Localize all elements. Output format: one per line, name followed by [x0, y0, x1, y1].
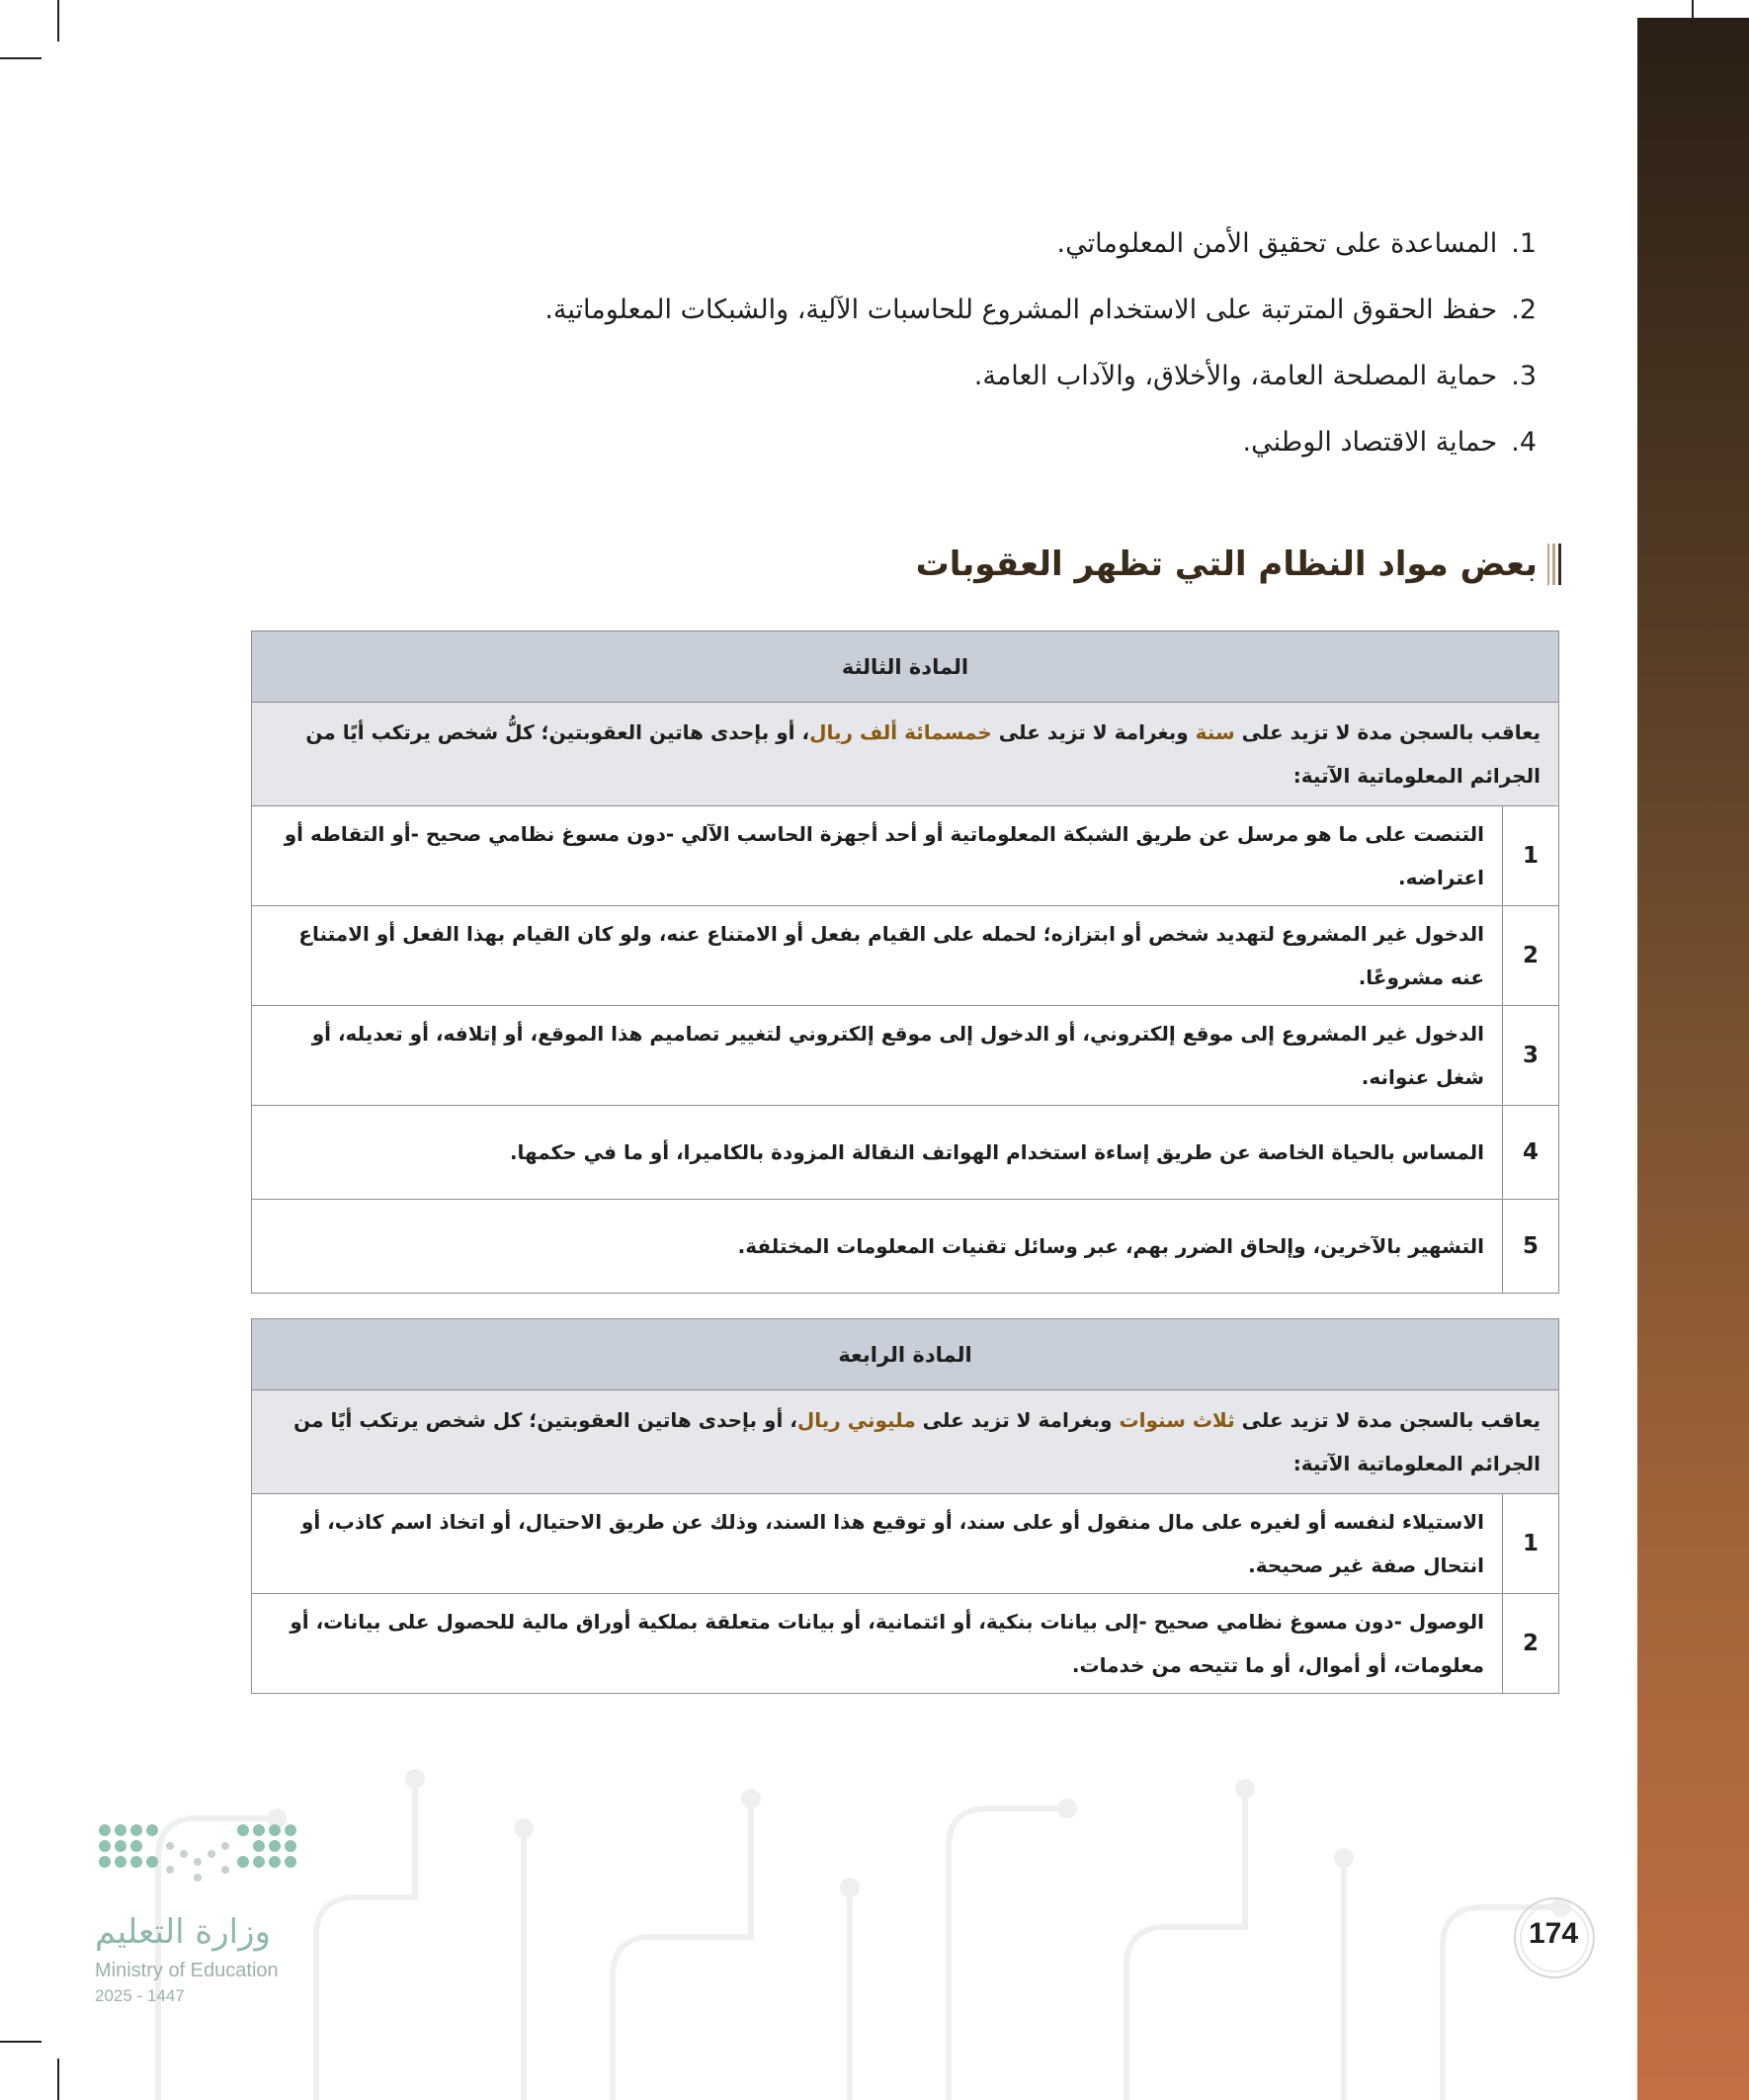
row-number: 1: [1503, 806, 1559, 906]
table-row: [252, 906, 1559, 1006]
goals-list: [544, 210, 1537, 475]
article-table: [251, 630, 1559, 1294]
row-text: الوصول -دون مسوغ نظامي صحيح -إلى بيانات بنكية، أو ائتمانية، أو بيانات متعلقة بملكية أوراق مالية للحصول على بيانات، أو معلومات، أو أموال، أو ما تتيحه من خدمات.: [252, 1594, 1503, 1694]
crop-mark: [0, 2041, 42, 2043]
item-text: حفظ الحقوق المترتبة على الاستخدام المشروع للحاسبات الآلية، والشبكات المعلوماتية.: [544, 294, 1498, 325]
table-row: [252, 1006, 1559, 1106]
page-number: 174: [1528, 1917, 1579, 1950]
list-item: [544, 409, 1537, 475]
article-table: [251, 1318, 1559, 1694]
side-decorative-bar: [1637, 18, 1749, 2100]
item-number: 3.: [1511, 361, 1537, 391]
crop-mark: [0, 57, 42, 59]
table-row: [252, 806, 1559, 906]
highlight-term: خمسمائة ألف ريال: [809, 720, 992, 744]
row-text: الاستيلاء لنفسه أو لغيره على مال منقول أو على سند، أو توقيع هذا السند، وذلك عن طريق الاحتيال، أو اتخاذ اسم كاذب، أو انتحال صفة غير صحيحة.: [252, 1494, 1503, 1594]
item-text: المساعدة على تحقيق الأمن المعلوماتي.: [1056, 228, 1498, 259]
table-row: [252, 1200, 1559, 1294]
highlight-term: مليوني ريال: [796, 1408, 916, 1432]
row-text: التشهير بالآخرين، وإلحاق الضرر بهم، عبر وسائل تقنيات المعلومات المختلفة.: [252, 1200, 1503, 1294]
ministry-name-arabic: وزارة التعليم: [95, 1912, 271, 1952]
row-number: 1: [1503, 1494, 1559, 1594]
list-item: [544, 343, 1537, 409]
ministry-logo-icon: [95, 1820, 312, 1899]
item-text: حماية الاقتصاد الوطني.: [1242, 427, 1498, 458]
row-text: الدخول غير المشروع لتهديد شخص أو ابتزازه؛ لحمله على القيام بفعل أو الامتناع عنه، ولو كان القيام بهذا الفعل أو الامتناع عنه مشروعًا.: [252, 906, 1503, 1006]
row-number: 2: [1503, 1594, 1559, 1694]
table-row: [252, 1106, 1559, 1200]
highlight-term: ثلاث سنوات: [1119, 1408, 1235, 1432]
article-heading: المادة الثالثة: [252, 631, 1559, 703]
ministry-name-english: Ministry of Education: [95, 1960, 279, 1981]
heading-marker-icon: [1547, 544, 1561, 585]
row-text: المساس بالحياة الخاصة عن طريق إساءة استخدام الهواتف النقالة المزودة بالكاميرا، أو ما في حكمها.: [252, 1106, 1503, 1200]
row-text: الدخول غير المشروع إلى موقع إلكتروني، أو الدخول إلى موقع إلكتروني لتغيير تصاميم هذا الموقع، أو إتلافه، أو تعديله، أو شغل عنوانه.: [252, 1006, 1503, 1106]
crop-mark: [57, 0, 59, 42]
item-number: 4.: [1511, 427, 1537, 458]
item-text: حماية المصلحة العامة، والأخلاق، والآداب العامة.: [973, 361, 1498, 391]
table-row: [252, 1594, 1559, 1694]
section-title: بعض مواد النظام التي تظهر العقوبات: [915, 545, 1538, 584]
article-intro: يعاقب بالسجن مدة لا تزيد على سنة وبغرامة لا تزيد على خمسمائة ألف ريال، أو بإحدى هاتين العقوبتين؛ كلُّ شخص يرتكب أيًا من الجرائم المعلوماتية الآتية:: [252, 703, 1559, 806]
row-number: 3: [1503, 1006, 1559, 1106]
logo-year: 2025 - 1447: [95, 1986, 185, 2005]
list-item: [544, 277, 1537, 343]
row-number: 4: [1503, 1106, 1559, 1200]
item-number: 1.: [1511, 228, 1537, 259]
row-number: 5: [1503, 1200, 1559, 1294]
article-heading: المادة الرابعة: [252, 1319, 1559, 1390]
item-number: 2.: [1511, 294, 1537, 325]
article-intro: يعاقب بالسجن مدة لا تزيد على ثلاث سنوات وبغرامة لا تزيد على مليوني ريال، أو بإحدى هاتين العقوبتين؛ كل شخص يرتكب أيًا من الجرائم المعلوماتية الآتية:: [252, 1390, 1559, 1494]
highlight-term: سنة: [1195, 720, 1235, 744]
row-text: التنصت على ما هو مرسل عن طريق الشبكة المعلوماتية أو أحد أجهزة الحاسب الآلي -دون مسوغ نظامي صحيح -أو التقاطه أو اعتراضه.: [252, 806, 1503, 906]
table-row: [252, 1494, 1559, 1594]
list-item: [544, 210, 1537, 277]
section-heading: [916, 544, 1561, 585]
row-number: 2: [1503, 906, 1559, 1006]
